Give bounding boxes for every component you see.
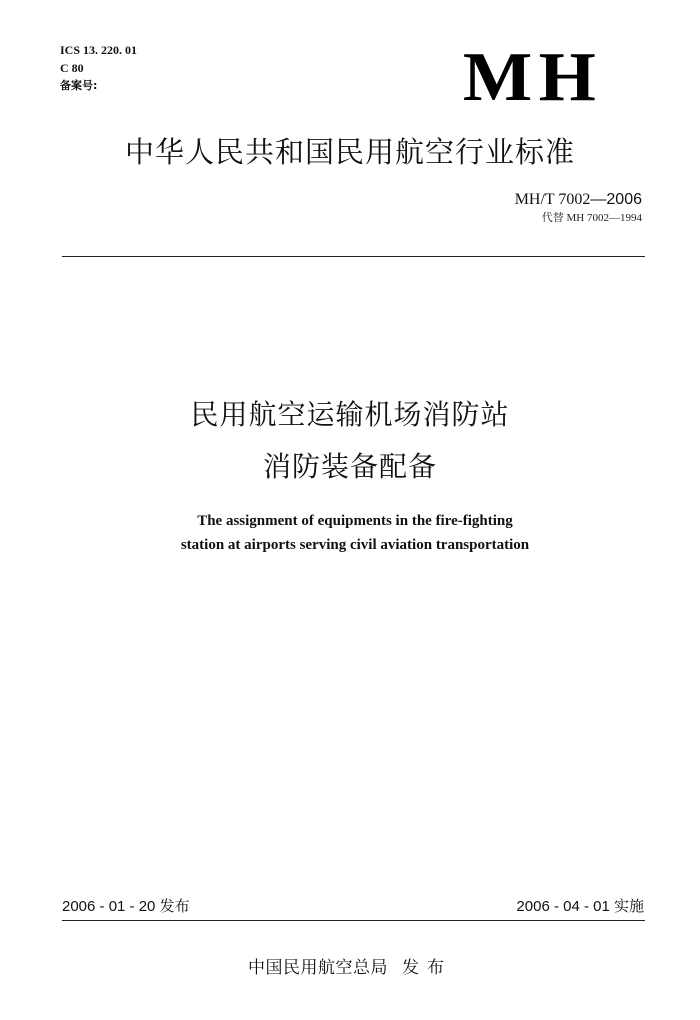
document-title-cn-line1: 民用航空运输机场消防站 bbox=[190, 398, 510, 431]
effective-date: 2006 - 04 - 01 实施 bbox=[516, 898, 644, 915]
standard-code bbox=[515, 190, 642, 210]
ics-code: ICS 13. 220. 01 bbox=[60, 43, 138, 57]
standard-category-title: 中华人民共和国民用航空行业标准 bbox=[124, 135, 575, 169]
document-title-cn-line2: 消防装备配备 bbox=[262, 450, 437, 483]
standard-code-year: —2006 bbox=[590, 191, 642, 208]
bottom-divider bbox=[62, 920, 645, 921]
mh-logo: MH bbox=[462, 39, 603, 116]
standard-code-prefix: MH/T 7002 bbox=[514, 191, 591, 208]
replaces-standard: 代替 MH 7002—1994 bbox=[541, 212, 642, 224]
publisher-line bbox=[0, 956, 700, 980]
classification-code: C 80 bbox=[60, 61, 84, 75]
record-number-label: 备案号: bbox=[60, 79, 98, 92]
publisher-action: 发布 bbox=[402, 958, 452, 978]
top-divider bbox=[62, 256, 645, 257]
publisher-org: 中国民用航空总局 bbox=[248, 958, 388, 978]
document-title-en-line2: station at airports serving civil aviation transportation bbox=[180, 537, 530, 553]
document-title-en-line1: The assignment of equipments in the fire-fighting bbox=[197, 513, 513, 529]
issue-date: 2006 - 01 - 20 发布 bbox=[62, 898, 190, 915]
